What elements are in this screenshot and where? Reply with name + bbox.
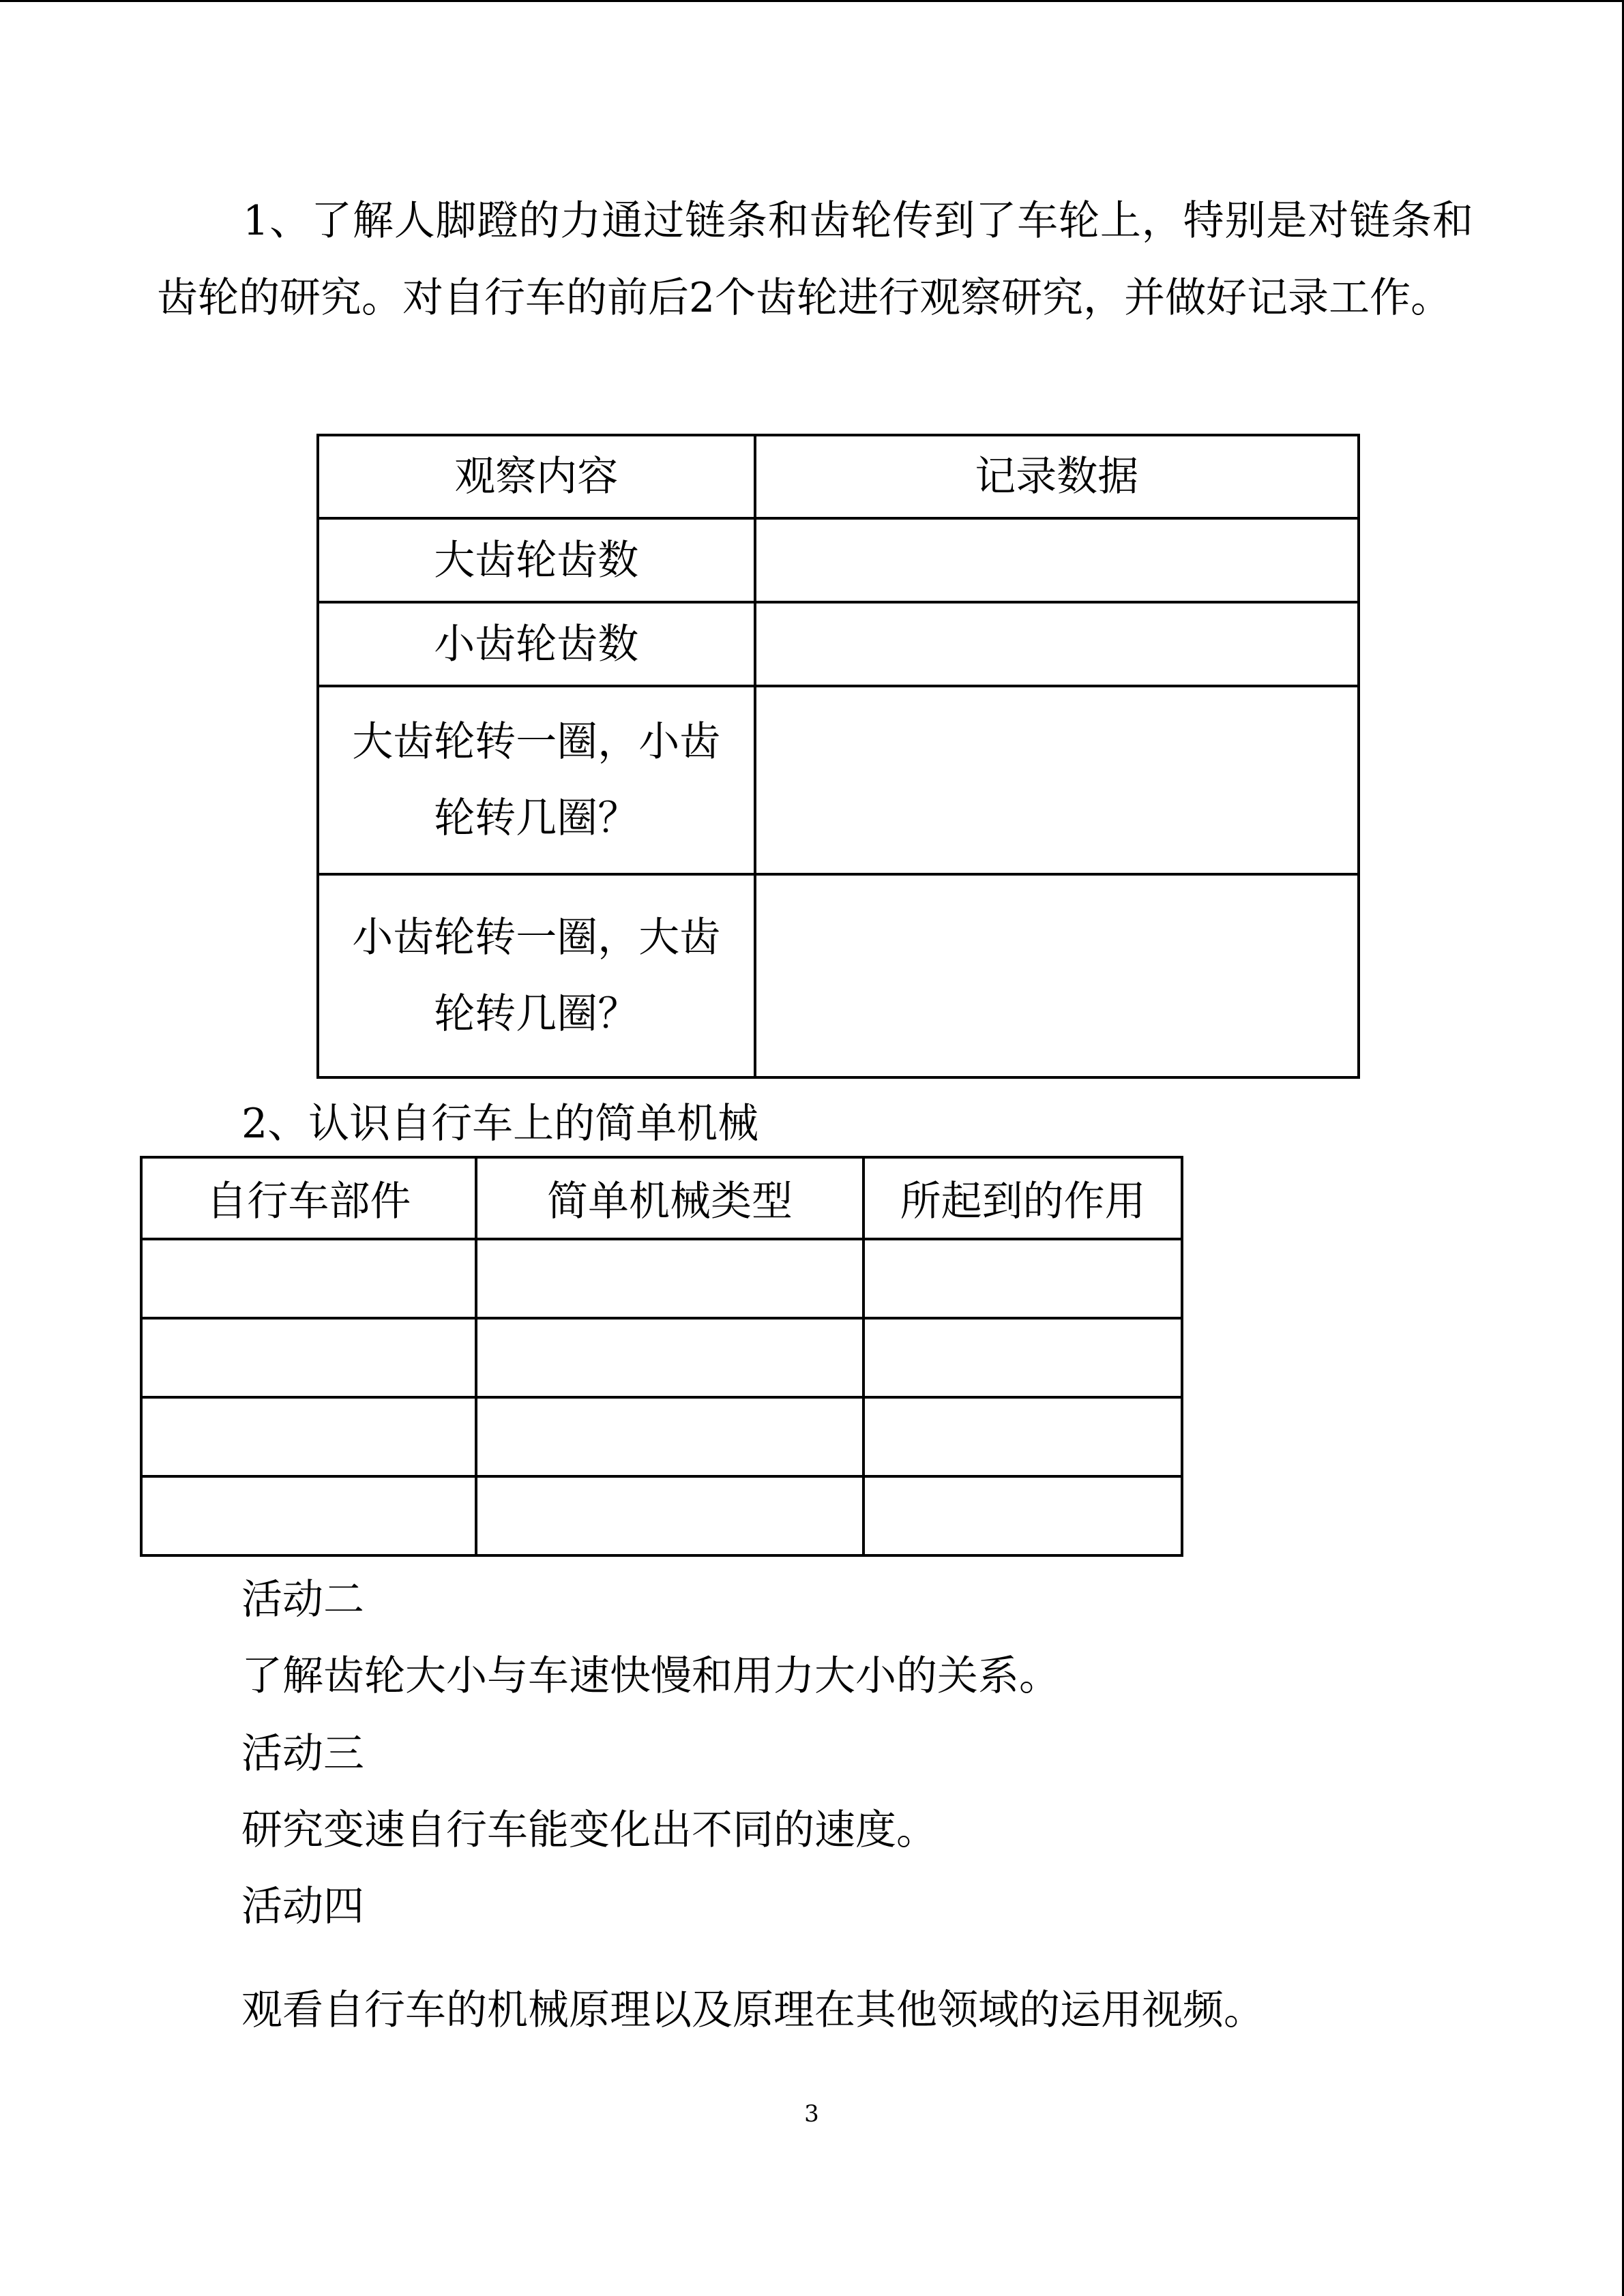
table-cell (863, 1318, 1182, 1397)
activity-title: 活动四 (241, 1883, 364, 1930)
table-cell: 小齿轮转一圈，大齿轮转几圈？ (318, 874, 755, 1077)
table-cell (141, 1239, 476, 1318)
table-header: 简单机械类型 (476, 1157, 863, 1239)
activity-text: 观看自行车的机械原理以及原理在其他领域的运用视频。 (241, 1986, 1265, 2034)
table-cell (755, 686, 1359, 874)
table-cell (863, 1476, 1182, 1555)
table-cell: 大齿轮转一圈，小齿轮转几圈？ (318, 686, 755, 874)
table-cell (476, 1476, 863, 1555)
table-cell (141, 1476, 476, 1555)
intro-paragraph: 1、了解人脚蹬的力通过链条和齿轮传到了车轮上，特别是对链条和齿轮的研究。对自行车的前后2个齿轮进行观察研究，并做好记录工作。 (157, 197, 1473, 322)
table-cell (755, 602, 1359, 686)
table-cell (141, 1397, 476, 1476)
table-header: 观察内容 (318, 435, 755, 518)
table-header: 自行车部件 (141, 1157, 476, 1239)
activity-title: 活动三 (241, 1730, 364, 1778)
table-cell (755, 874, 1359, 1077)
table-header: 所起到的作用 (863, 1157, 1182, 1239)
table-cell (141, 1318, 476, 1397)
table-cell (863, 1397, 1182, 1476)
table-cell (755, 518, 1359, 602)
section-heading: 2、认识自行车上的简单机械 (241, 1100, 759, 1148)
table-cell: 大齿轮齿数 (318, 518, 755, 602)
table-cell (863, 1239, 1182, 1318)
page-number: 3 (804, 2100, 819, 2128)
table-cell (476, 1239, 863, 1318)
gear-observation-table (316, 434, 1360, 1079)
table-cell (476, 1318, 863, 1397)
simple-machines-table (140, 1156, 1183, 1557)
activity-title: 活动二 (241, 1576, 364, 1624)
table-cell: 小齿轮齿数 (318, 602, 755, 686)
top-border (0, 0, 1624, 2)
activity-text: 了解齿轮大小与车速快慢和用力大小的关系。 (241, 1652, 1060, 1700)
table-cell (476, 1397, 863, 1476)
table-header: 记录数据 (755, 435, 1359, 518)
activity-text: 研究变速自行车能变化出不同的速度。 (241, 1806, 937, 1854)
